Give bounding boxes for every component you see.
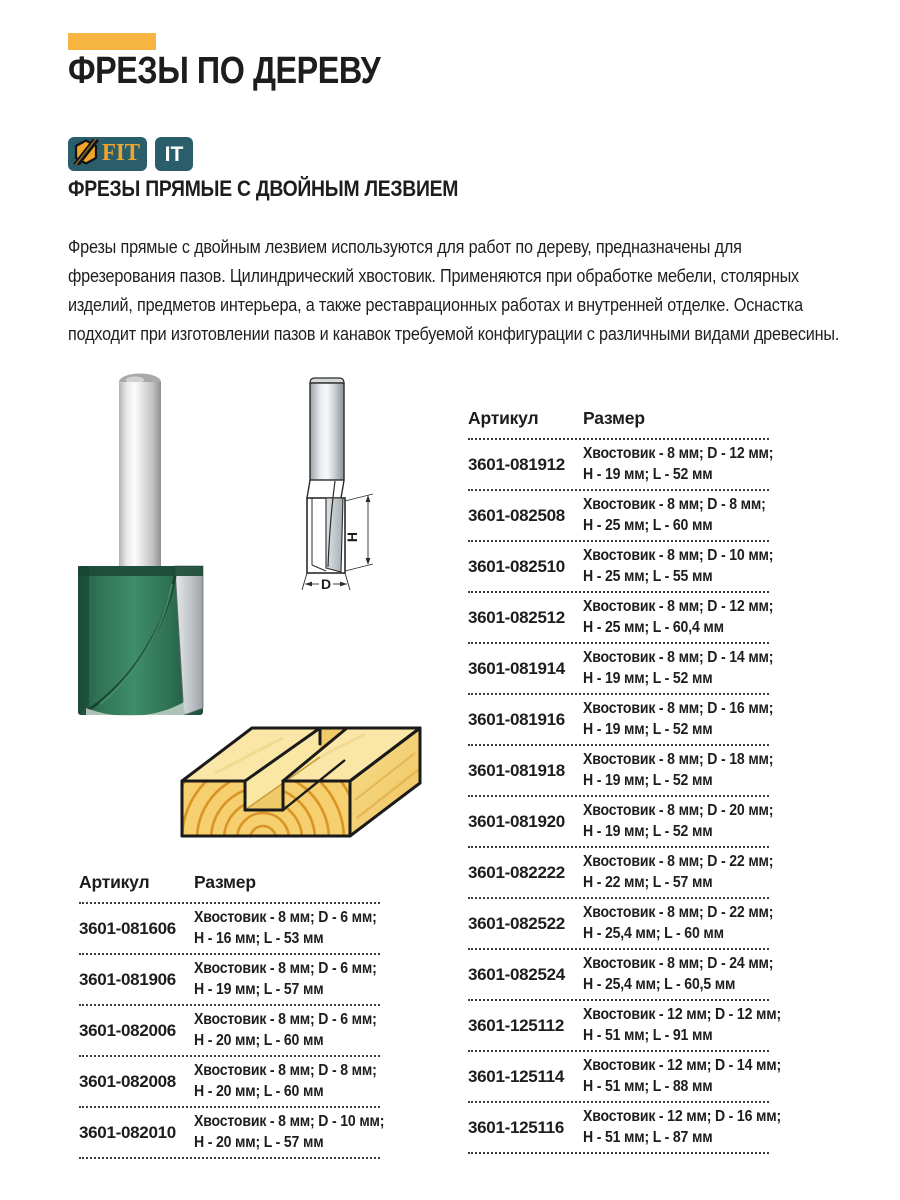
table-row — [79, 1057, 380, 1108]
accent-bar — [68, 33, 156, 50]
table-row — [468, 542, 774, 593]
column-header-size: Размер — [583, 408, 645, 428]
size-spec: Хвостовик - 8 мм; D - 8 мм; H - 25 мм; L - 60 мм — [583, 496, 766, 534]
fit-logo-label: FIT — [102, 140, 141, 166]
article-number: 3601-082510 — [468, 556, 565, 576]
table-row — [79, 955, 380, 1006]
size-spec: Хвостовик - 8 мм; D - 6 мм; H - 19 мм; L - 57 мм — [194, 960, 377, 998]
article-number: 3601-125116 — [468, 1117, 564, 1137]
size-spec: Хвостовик - 8 мм; D - 18 мм; H - 19 мм; L - 52 мм — [583, 751, 774, 789]
article-number: 3601-082524 — [468, 964, 565, 984]
article-number: 3601-081912 — [468, 454, 565, 474]
size-spec: Хвостовик - 8 мм; D - 16 мм; H - 19 мм; L - 52 мм — [583, 700, 774, 738]
table-row — [468, 899, 774, 950]
size-spec: Хвостовик - 8 мм; D - 6 мм; H - 20 мм; L - 60 мм — [194, 1011, 377, 1049]
table-row — [468, 1001, 781, 1052]
article-number: 3601-081918 — [468, 760, 565, 780]
table-row — [79, 904, 380, 955]
table-row — [468, 1103, 781, 1154]
column-header-article: Артикул — [79, 872, 150, 892]
size-spec: Хвостовик - 12 мм; D - 16 мм; H - 51 мм; L - 87 мм — [583, 1108, 781, 1146]
table-row — [468, 848, 774, 899]
article-number: 3601-081916 — [468, 709, 565, 729]
size-spec: Хвостовик - 8 мм; D - 12 мм; H - 19 мм; L - 52 мм — [583, 445, 774, 483]
table-header — [468, 408, 769, 440]
size-spec: Хвостовик - 8 мм; D - 22 мм; H - 22 мм; L - 57 мм — [583, 853, 774, 891]
size-spec: Хвостовик - 8 мм; D - 10 мм; H - 20 мм; L - 57 мм — [194, 1113, 385, 1151]
fit-logo — [68, 137, 147, 171]
size-spec: Хвостовик - 8 мм; D - 6 мм; H - 16 мм; L - 53 мм — [194, 909, 377, 947]
size-spec: Хвостовик - 8 мм; D - 10 мм; H - 25 мм; L - 55 мм — [583, 547, 774, 585]
router-bit-photo — [60, 370, 310, 730]
article-number: 3601-082522 — [468, 913, 565, 933]
column-header-article: Артикул — [468, 408, 539, 428]
d-dimension-label: D — [320, 576, 332, 592]
table-row — [468, 644, 774, 695]
section-subtitle: ФРЕЗЫ ПРЯМЫЕ С ДВОЙНЫМ ЛЕЗВИЕМ — [68, 176, 459, 201]
table-body — [79, 904, 385, 1159]
dimension-diagram — [295, 375, 395, 605]
size-spec: Хвостовик - 8 мм; D - 12 мм; H - 25 мм; L - 60,4 мм — [583, 598, 774, 636]
size-spec: Хвостовик - 12 мм; D - 12 мм; H - 51 мм; L - 91 мм — [583, 1006, 781, 1044]
table-row — [468, 1052, 781, 1103]
table-row — [468, 440, 774, 491]
article-number: 3601-081906 — [79, 969, 176, 989]
product-description: Фрезы прямые с двойным лезвием используются для работ по дереву, предназначены для фрезерования пазов. Цилиндрический хвостовик. Применяются при обработке мебели, столярных изделий, предметов интерьера, а также реставрационных работах и внутренней отделке. Оснастка подходит при изготовлении пазов и канавок требуемой конфигурации с различными видами древесины. — [68, 237, 840, 344]
article-number: 3601-082512 — [468, 607, 565, 627]
article-number: 3601-082508 — [468, 505, 565, 525]
size-spec: Хвостовик - 8 мм; D - 14 мм; H - 19 мм; L - 52 мм — [583, 649, 774, 687]
it-logo — [155, 137, 193, 171]
size-spec: Хвостовик - 12 мм; D - 14 мм; H - 51 мм; L - 88 мм — [583, 1057, 781, 1095]
article-number: 3601-082222 — [468, 862, 565, 882]
page-title: ФРЕЗЫ ПО ДЕРЕВУ — [68, 50, 381, 92]
table-body — [468, 440, 781, 1154]
brand-logos — [68, 137, 193, 171]
size-spec: Хвостовик - 8 мм; D - 24 мм; H - 25,4 мм; L - 60,5 мм — [583, 955, 774, 993]
table-row — [468, 593, 774, 644]
table-row — [468, 797, 774, 848]
size-spec: Хвостовик - 8 мм; D - 8 мм; H - 20 мм; L - 60 мм — [194, 1062, 377, 1100]
article-number: 3601-082010 — [79, 1122, 176, 1142]
article-number: 3601-081920 — [468, 811, 565, 831]
article-number: 3601-082006 — [79, 1020, 176, 1040]
size-spec: Хвостовик - 8 мм; D - 22 мм; H - 25,4 мм; L - 60 мм — [583, 904, 774, 942]
spec-table-left — [79, 872, 385, 1159]
table-header — [79, 872, 380, 904]
h-dimension-label: H — [344, 531, 360, 543]
size-spec: Хвостовик - 8 мм; D - 20 мм; H - 19 мм; L - 52 мм — [583, 802, 774, 840]
table-row — [468, 950, 774, 1001]
groove-illustration — [175, 718, 425, 865]
article-number: 3601-125114 — [468, 1066, 564, 1086]
article-number: 3601-125112 — [468, 1015, 564, 1035]
article-number: 3601-081914 — [468, 658, 565, 678]
table-row — [79, 1108, 385, 1159]
article-number: 3601-082008 — [79, 1071, 176, 1091]
fit-nut-icon — [73, 139, 99, 170]
column-header-size: Размер — [194, 872, 256, 892]
table-row — [468, 695, 774, 746]
spec-table-right — [468, 408, 781, 1154]
table-row — [468, 746, 774, 797]
table-row — [79, 1006, 380, 1057]
article-number: 3601-081606 — [79, 918, 176, 938]
it-logo-label: IT — [164, 142, 184, 166]
table-row — [468, 491, 769, 542]
